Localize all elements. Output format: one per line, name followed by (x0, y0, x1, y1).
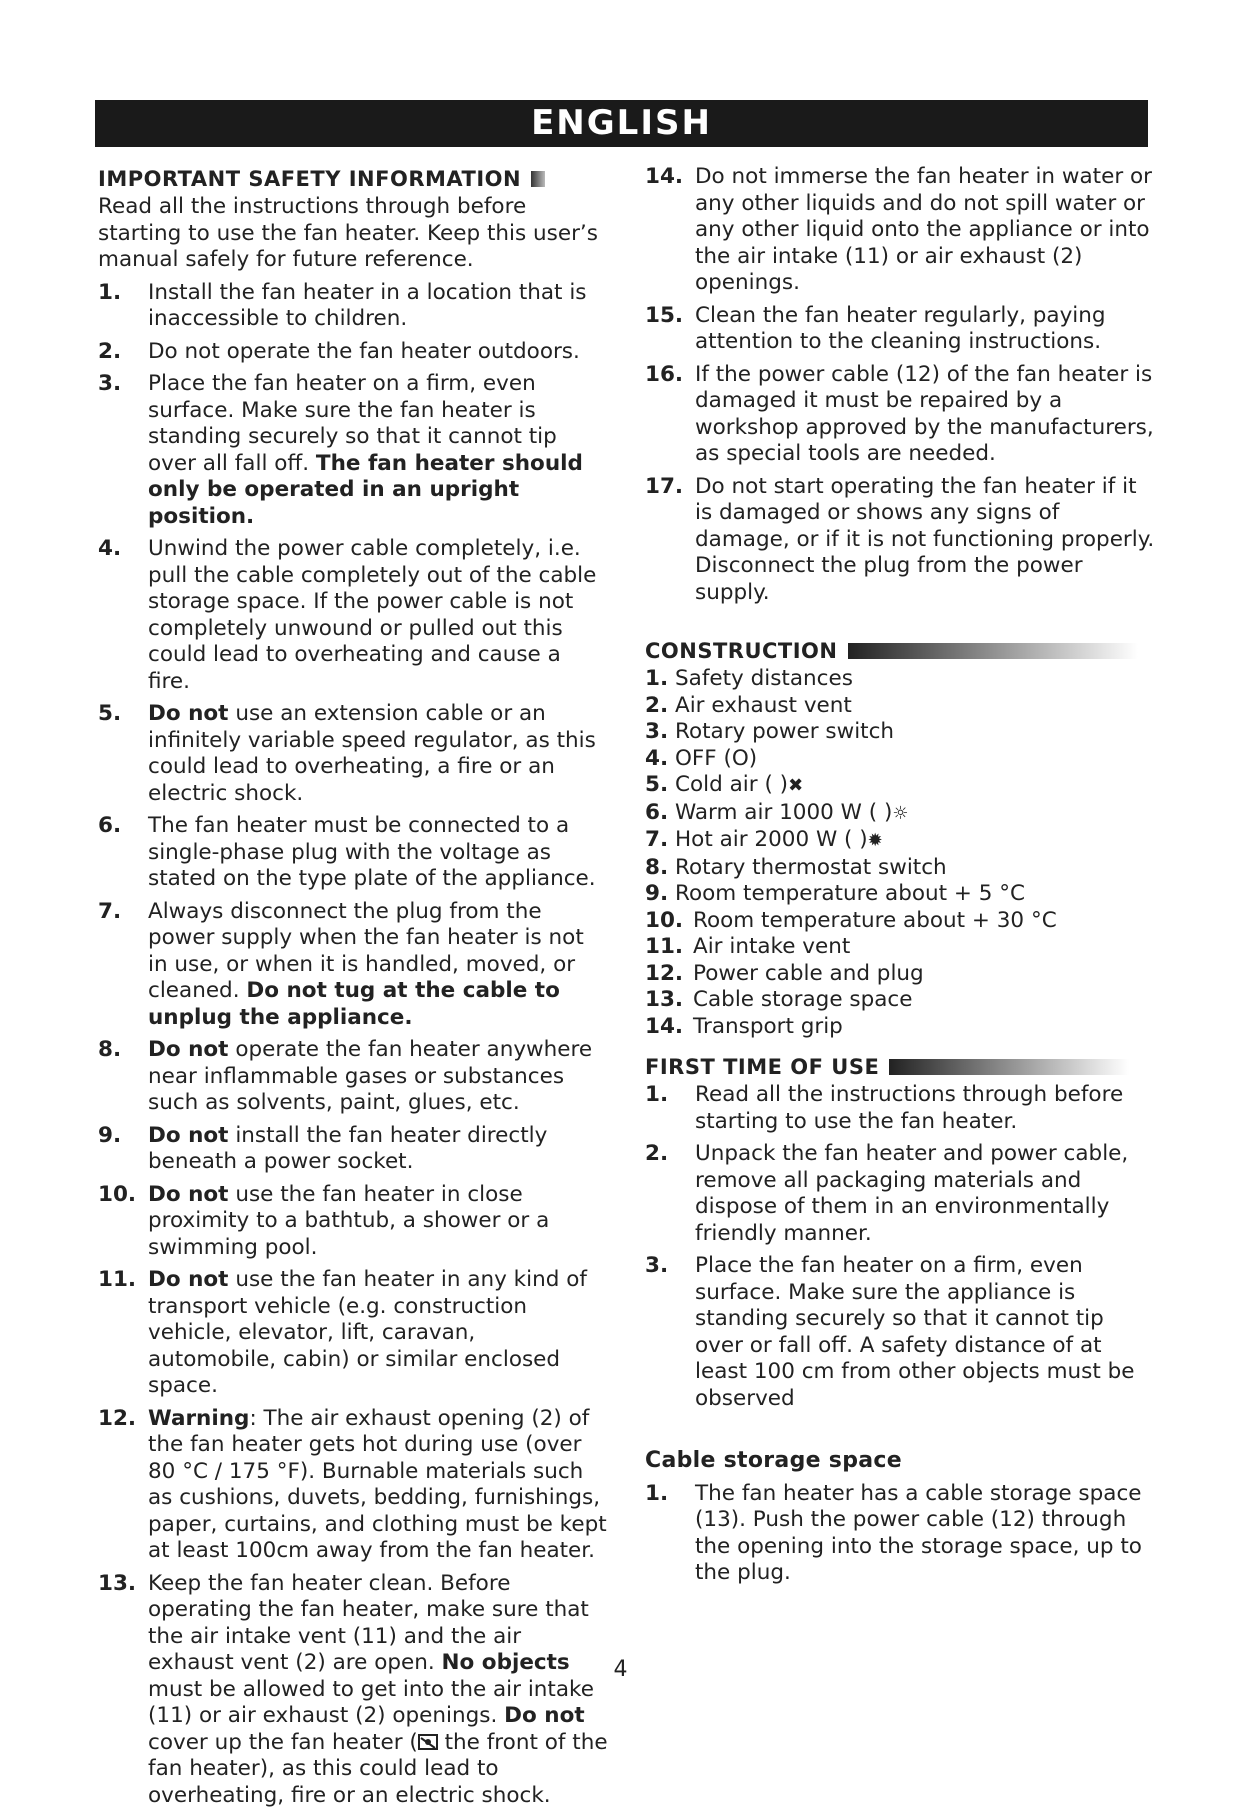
safety-item-9 (98, 1123, 608, 1176)
construction-item-1 (645, 666, 1155, 693)
item-bold-lead: Do not (148, 1037, 229, 1062)
fan-icon: ✖ (788, 775, 804, 796)
item-text: Clean the fan heater regularly, paying attention to the cleaning instructions. (695, 302, 1106, 354)
item-number: 4. (645, 745, 669, 771)
item-bold-lead: Do not (148, 1181, 229, 1207)
item-text: If the power cable (12) of the fan heater is damaged it must be repaired by a workshop approved by the manufacturers, as special tools are needed. (695, 361, 1154, 466)
item-bold-lead: Do not (148, 1122, 229, 1148)
item-text: Safety distances (675, 666, 853, 691)
construction-item-8 (645, 855, 1155, 882)
first-use-heading-text: FIRST TIME OF USE (645, 1054, 880, 1079)
item-text: Power cable and plug (693, 960, 924, 986)
item-text: use the fan heater in any kind of transport vehicle (e.g. construction vehicle, elevator, lift, caravan, automobile, cabin) or similar enclosed space. (148, 1267, 587, 1398)
item-text: Cable storage space (693, 987, 913, 1012)
item-text: Install the fan heater in a location that is inaccessible to children. (148, 279, 587, 331)
item-bold-text: The fan heater should only be operated in an upright position. (148, 450, 583, 529)
heading-gradient-bar (531, 171, 545, 187)
item-number: 10. (645, 907, 684, 933)
cable-storage-item-1 (645, 1481, 1155, 1587)
item-text: Hot air 2000 W ( ) (675, 827, 868, 852)
safety-heading (98, 164, 608, 194)
safety-item-16 (645, 362, 1155, 468)
item-number: 9. (645, 881, 669, 906)
safety-item-12 (98, 1406, 608, 1565)
item-text: cover up the fan heater ( (148, 1729, 418, 1755)
item-text: The fan heater must be connected to a single-phase plug with the voltage as stated on the type plate of the appliance. (148, 813, 596, 891)
item-text: Air intake vent (693, 934, 851, 959)
safety-item-5 (98, 701, 608, 807)
warm-sun-icon: ☼ (892, 802, 909, 824)
first-use-item-2 (645, 1141, 1155, 1247)
safety-item-7 (98, 899, 608, 1032)
page-number: 4 (613, 1657, 628, 1682)
item-number: 17. (645, 473, 684, 499)
item-number: 8. (645, 854, 669, 880)
item-number: 7. (645, 827, 669, 852)
item-number: 6. (645, 799, 669, 825)
item-text: Do not start operating the fan heater if it is damaged or shows any signs of damage, or if it is not functioning properly. Disconnect the plug from the power supply. (695, 473, 1155, 605)
item-text: : The air exhaust opening (2) of the fan heater gets hot during use (over 80 °C / 175 °F). Burnable materials such as cushions, duvets, bedding, furnishings, paper, curtains, and clothing must be kept at least 100cm away from the fan heater. (148, 1405, 607, 1563)
item-text: Cold air ( ) (675, 772, 789, 797)
safety-item-2 (98, 339, 608, 366)
item-bold-text: No objects (441, 1650, 570, 1675)
safety-item-6 (98, 813, 608, 893)
item-bold-lead: Warning (148, 1405, 250, 1431)
item-number: 8. (98, 1037, 122, 1062)
item-text: The fan heater has a cable storage space (13). Push the power cable (12) through the opening into the storage space, up to the plug. (695, 1480, 1142, 1585)
item-number: 11. (645, 934, 684, 959)
item-number: 9. (98, 1122, 122, 1148)
safety-item-17 (645, 474, 1155, 607)
construction-item-3 (645, 719, 1155, 746)
safety-item-4 (98, 536, 608, 695)
construction-item-6 (645, 800, 1155, 828)
item-number: 11. (98, 1267, 137, 1292)
language-banner: ENGLISH (95, 100, 1148, 147)
construction-heading (645, 636, 1155, 666)
construction-list (645, 666, 1155, 1040)
construction-item-7 (645, 827, 1155, 855)
construction-item-14 (645, 1014, 1155, 1041)
safety-item-13 (98, 1571, 608, 1810)
item-number: 3. (645, 719, 669, 744)
safety-intro: Read all the instructions through before starting to use the fan heater. Keep this user’s manual safely for future reference. (98, 194, 598, 272)
item-number: 2. (645, 692, 669, 718)
first-use-heading (645, 1052, 1155, 1082)
item-number: 1. (645, 1480, 669, 1506)
item-text: Transport grip (693, 1013, 843, 1039)
item-text: Always disconnect the plug from the power supply when the fan heater is not in use, or when it is handled, moved, or cleaned. (148, 898, 584, 1003)
construction-heading-text: CONSTRUCTION (645, 638, 838, 663)
item-number: 6. (98, 813, 122, 838)
do-not-cover-icon (418, 1733, 438, 1751)
item-text: Unwind the power cable completely, i.e. pull the cable completely out of the cable storage space. If the power cable is not completely unwound or pulled out this could lead to overheating and cause a fire. (148, 536, 597, 694)
safety-item-14 (645, 164, 1155, 297)
item-number: 14. (645, 164, 684, 189)
item-text: use an extension cable or an infinitely variable speed regulator, as this could lead to overheating, a fire or an electric shock. (148, 701, 596, 806)
heading-gradient-bar (889, 1059, 1129, 1075)
right-column (645, 164, 1155, 1593)
item-text: Rotary thermostat switch (675, 854, 947, 880)
item-text: Room temperature about + 30 °C (693, 907, 1057, 933)
item-text: Place the fan heater on a firm, even surface. Make sure the fan heater is standing securely so that it cannot tip over all fall off. (148, 371, 557, 476)
safety-item-15 (645, 303, 1155, 356)
item-number: 14. (645, 1013, 684, 1039)
item-text: Unpack the fan heater and power cable, remove all packaging materials and dispose of them in an environmentally friendly manner. (695, 1141, 1129, 1246)
item-text: Read all the instructions through before starting to use the fan heater. (695, 1082, 1124, 1134)
left-column (98, 164, 608, 1815)
construction-item-10 (645, 908, 1155, 935)
item-text: must be allowed to get into the air intake (11) or air exhaust (2) openings. (148, 1676, 594, 1728)
item-bold-text: Do not tug at the cable to unplug the appliance. (148, 978, 560, 1030)
item-text: Rotary power switch (675, 719, 895, 744)
item-number: 7. (98, 898, 122, 924)
item-text: OFF (O) (675, 745, 758, 771)
item-number: 10. (98, 1181, 137, 1207)
construction-item-5 (645, 772, 1155, 800)
item-text: Room temperature about + 5 °C (675, 881, 1026, 906)
first-use-item-1 (645, 1082, 1155, 1135)
item-number: 1. (645, 666, 669, 691)
item-text: Air exhaust vent (675, 692, 852, 718)
heading-gradient-bar (848, 643, 1138, 659)
item-text: Do not immerse the fan heater in water or any other liquids and do not spill water or any other liquid onto the appliance or into the air intake (11) or air exhaust (2) openings. (695, 164, 1152, 295)
construction-item-13 (645, 987, 1155, 1014)
item-number: 12. (645, 960, 684, 986)
item-number: 16. (645, 361, 684, 387)
item-number: 2. (645, 1141, 669, 1166)
safety-item-3 (98, 371, 608, 530)
item-number: 12. (98, 1405, 137, 1431)
cable-storage-heading: Cable storage space (645, 1448, 902, 1473)
item-text: Warm air 1000 W ( ) (675, 799, 893, 825)
construction-item-11 (645, 934, 1155, 961)
item-number: 13. (98, 1570, 137, 1596)
safety-item-10 (98, 1182, 608, 1262)
item-text: the front of the fan heater), as this could lead to overheating, fire or an electric shock. (148, 1729, 608, 1808)
item-number: 15. (645, 302, 684, 328)
safety-heading-text: IMPORTANT SAFETY INFORMATION (98, 166, 522, 191)
item-bold-lead: Do not (148, 701, 229, 726)
item-text: install the fan heater directly beneath a power socket. (148, 1122, 548, 1174)
item-text: use the fan heater in close proximity to a bathtub, a shower or a swimming pool. (148, 1181, 550, 1260)
construction-item-2 (645, 693, 1155, 720)
safety-item-8 (98, 1037, 608, 1117)
item-number: 13. (645, 987, 684, 1012)
construction-item-9 (645, 881, 1155, 908)
item-number: 3. (645, 1253, 669, 1278)
item-number: 5. (98, 701, 122, 726)
first-use-item-3 (645, 1253, 1155, 1412)
item-text: Place the fan heater on a firm, even surface. Make sure the appliance is standing securely so that it cannot tip over or fall off. A safety distance of at least 100 cm from other objects must be observed (695, 1253, 1135, 1411)
construction-item-4 (645, 746, 1155, 773)
item-number: 5. (645, 772, 669, 797)
item-number: 1. (645, 1082, 669, 1107)
item-bold-lead: Do not (148, 1267, 229, 1292)
item-text: Do not operate the fan heater outdoors. (148, 338, 580, 364)
construction-item-12 (645, 961, 1155, 988)
item-number: 4. (98, 536, 122, 561)
item-number: 3. (98, 371, 122, 396)
item-number: 1. (98, 279, 122, 305)
safety-item-11 (98, 1267, 608, 1400)
item-text: operate the fan heater anywhere near inflammable gases or substances such as solvents, paint, glues, etc. (148, 1037, 593, 1115)
item-text: Keep the fan heater clean. Before operating the fan heater, make sure that the air intake vent (11) and the air exhaust vent (2) are open. (148, 1570, 589, 1675)
hot-sun-icon: ✹ (867, 830, 883, 851)
item-number: 2. (98, 338, 122, 364)
safety-item-1 (98, 280, 608, 333)
item-bold-text: Do not (504, 1703, 585, 1728)
